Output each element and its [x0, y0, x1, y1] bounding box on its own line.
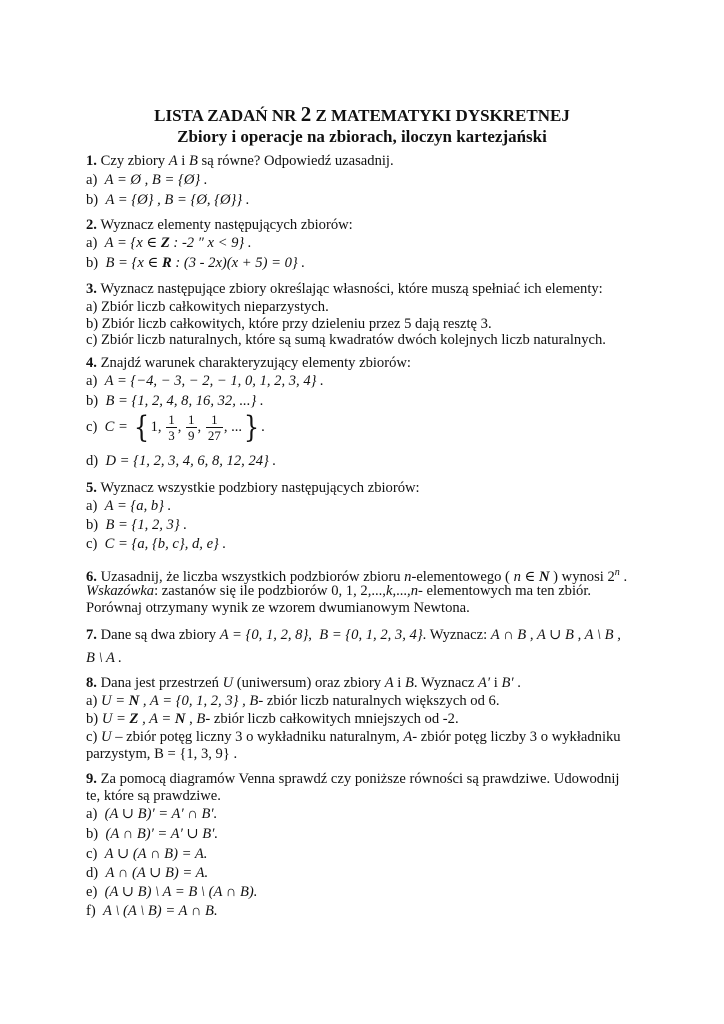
item-label: d) [86, 865, 99, 881]
text: Dana jest przestrzeń [100, 675, 223, 691]
task-7-line2 [86, 649, 122, 667]
text: parzystym, B = {1, 3, 9} . [86, 746, 238, 762]
denominator: 3 [168, 428, 175, 444]
task-9-e [86, 883, 257, 901]
task-2-a [86, 234, 252, 252]
task-number: 5. [86, 480, 97, 496]
text: Dane są dwa zbiory [100, 627, 220, 643]
text: . Wyznacz [413, 675, 478, 691]
math-expr: A = {−4, − 3, − 2, − 1, 0, 1, 2, 3, 4} . [104, 373, 324, 389]
right-brace: } [243, 409, 260, 445]
math-var: A [168, 153, 178, 169]
task-1-b [86, 191, 250, 209]
item-label: d) [86, 453, 99, 469]
item-label: b) [86, 517, 99, 533]
denominator: 9 [188, 428, 195, 444]
item-label: f) [86, 903, 96, 919]
task-9-question [86, 770, 619, 788]
task-number: 2. [86, 217, 97, 233]
math-expr: A = {a, b} . [104, 498, 172, 514]
fraction [166, 412, 177, 443]
task-9-d [86, 864, 208, 882]
task-3-question [86, 280, 603, 298]
task-number: 9. [86, 771, 97, 787]
math-expr: B \ A . [86, 650, 122, 666]
text: Wyznacz wszystkie podzbiory następujących zbiorów: [100, 480, 420, 496]
math-set: N [128, 693, 140, 709]
text: są równe? Odpowiedź uzasadnij. [197, 153, 394, 169]
math-var: B [196, 711, 206, 727]
text: ) wynosi 2 [549, 568, 615, 585]
task-number: 4. [86, 355, 97, 371]
math-expr: 1, [150, 419, 162, 435]
text: i [490, 675, 502, 691]
title-prefix: LISTA ZADAŃ NR [154, 106, 301, 125]
task-1-question [86, 152, 394, 170]
task-4-a [86, 372, 324, 390]
hint-label: Wskazówka [86, 583, 155, 599]
left-brace: { [133, 409, 149, 445]
item-label: a) [86, 693, 101, 709]
task-5-c [86, 535, 226, 553]
numerator: 1 [188, 412, 195, 428]
text: Wyznacz elementy następujących zbiorów: [100, 217, 353, 233]
math-expr: A ∩ B , A ∪ B , A \ B , [490, 627, 621, 643]
task-number: 7. [86, 627, 97, 643]
math-expr: A = {0, 1, 2, 8} [219, 627, 309, 643]
math-var: A′ [477, 675, 491, 691]
text: . [513, 675, 521, 691]
task-number: 1. [86, 153, 97, 169]
math-expr: A ∪ (A ∩ B) = A. [104, 846, 208, 862]
task-1-a [86, 171, 208, 189]
text: , [185, 711, 197, 727]
denominator: 27 [207, 428, 221, 444]
task-number: 8. [86, 675, 97, 691]
task-5-a [86, 497, 171, 515]
math-var: U [101, 729, 112, 745]
item-label: a) [86, 373, 98, 389]
math-expr: , A = [138, 711, 175, 727]
math-expr: D = {1, 2, 3, 4, 6, 8, 12, 24} . [105, 453, 277, 469]
math-var: B [404, 675, 414, 691]
task-8-b [86, 710, 459, 728]
task-8-c-line2 [86, 745, 237, 763]
text: i [177, 153, 189, 169]
task-7-question: 7. Dane są dwa zbiory A = {0, 1, 2, 8}, B = {0, 1, 2, 3, 4}. Wyznacz: A ∩ B , A ∪ B , A \ B , [86, 627, 621, 643]
task-2-b [86, 254, 305, 272]
text: i [393, 675, 405, 691]
text: : zastanów się ile podzbiorów 0, 1, 2,..., [154, 583, 386, 599]
math-expr: U = [101, 693, 129, 709]
exponent: n [614, 567, 620, 578]
fraction [206, 412, 223, 443]
math-var: B [249, 693, 259, 709]
item-label: a) [86, 235, 98, 251]
item-label: b) [86, 393, 99, 409]
math-var: A [403, 729, 413, 745]
item-label: a) [86, 498, 98, 514]
math-expr: A = {x ∈ [104, 235, 161, 251]
math-var: k [385, 583, 393, 599]
fraction [186, 412, 197, 443]
item-label: a) [86, 172, 98, 188]
math-expr: , ... [223, 419, 243, 435]
text: - elementowych ma ten zbiór. [417, 583, 592, 599]
task-5-question [86, 479, 420, 497]
math-expr: (A ∪ B)′ = A′ ∩ B′. [104, 806, 218, 822]
math-expr: n ∈ [509, 568, 539, 585]
task-4-b [86, 392, 264, 410]
math-expr: : (3 - 2x)(x + 5) = 0} . [171, 255, 306, 271]
task-9-c [86, 845, 207, 863]
math-expr: B = {1, 2, 3} . [105, 517, 187, 533]
text: Uzasadnij, że liczba wszystkich podzbiorów zbioru [100, 568, 405, 585]
task-3-c: c) Zbiór liczb naturalnych, które są sumą kwadratów dwóch kolejnych liczb naturalnych. [86, 332, 606, 348]
math-expr: A = Ø , B = {Ø} . [104, 172, 208, 188]
task-8-question [86, 674, 521, 692]
numerator: 1 [206, 412, 223, 428]
task-2-question [86, 216, 353, 234]
math-set: Z [160, 235, 170, 251]
item-label: b) [86, 255, 99, 271]
task-9-b [86, 825, 218, 843]
task-number: 3. [86, 281, 97, 297]
text: -elementowego ( [411, 568, 510, 585]
item-label: c) [86, 536, 98, 552]
math-set: Z [129, 711, 139, 727]
math-expr: A \ (A \ B) = A ∩ B. [103, 903, 218, 919]
task-6-line3: Porównaj otrzymany wynik ze wzorem dwumianowym Newtona. [86, 600, 470, 616]
task-8-a [86, 692, 499, 710]
text: - zbiór liczb całkowitych mniejszych od -2. [205, 711, 459, 727]
text: – zbiór potęg liczny 3 o wykładniku naturalnym, [111, 729, 404, 745]
math-expr: C = {a, {b, c}, d, e} . [104, 536, 227, 552]
task-9-question-line2: te, które są prawdziwe. [86, 788, 221, 804]
math-expr: C = [104, 419, 128, 435]
math-var: B′ [501, 675, 514, 691]
title-number: 2 [300, 102, 312, 126]
math-set: R [161, 255, 172, 271]
math-var: B [188, 153, 198, 169]
task-5-b [86, 516, 187, 534]
text: Czy zbiory [100, 153, 169, 169]
math-expr: B = {x ∈ [105, 255, 162, 271]
math-set: N [174, 711, 186, 727]
task-8-c [86, 728, 621, 746]
item-label: a) [86, 806, 98, 822]
math-expr: U = [101, 711, 130, 727]
item-label: b) [86, 826, 99, 842]
text: - zbiór liczb naturalnych większych od 6. [258, 693, 500, 709]
task-4-question [86, 354, 411, 372]
task-4-c: c) C = { 1, $\frac{1}{3}$ , $\frac{1}{9}$ , $\frac{1}{27}$ , ...} . [86, 409, 265, 445]
math-var: A [384, 675, 394, 691]
math-var: n [404, 568, 412, 585]
item-label: c) [86, 419, 98, 435]
text: (uniwersum) oraz zbiory [233, 675, 385, 691]
text: Wyznacz następujące zbiory określając własności, które muszą spełniać ich elementy: [100, 281, 603, 297]
text: . [619, 568, 628, 585]
math-expr: (A ∪ B) \ A = B \ (A ∩ B). [104, 884, 258, 900]
task-number: 6. [86, 568, 97, 585]
text: ,..., [392, 583, 411, 599]
math-var: U [222, 675, 234, 691]
page-title [0, 104, 724, 126]
math-set: N [538, 568, 550, 585]
text: . Wyznacz: [422, 627, 491, 643]
math-expr: : -2 ″ x < 9} . [169, 235, 252, 251]
math-expr: B = {0, 1, 2, 3, 4} [319, 627, 423, 643]
math-expr: (A ∩ B)′ = A′ ∪ B′. [105, 826, 219, 842]
task-6-hint [86, 582, 591, 600]
text: Za pomocą diagramów Venna sprawdź czy poniższe równości są prawdziwe. Udowodnij [100, 771, 620, 787]
math-expr: . [261, 419, 265, 435]
math-expr: A ∩ (A ∪ B) = A. [105, 865, 209, 881]
task-9-f [86, 902, 218, 920]
text: - zbiór potęg liczby 3 o wykładniku [412, 729, 621, 745]
text: Znajdź warunek charakteryzujący elementy zbiorów: [100, 355, 411, 371]
item-label: c) [86, 729, 101, 745]
item-label: e) [86, 884, 98, 900]
task-9-a [86, 805, 217, 823]
math-expr: B = {1, 2, 4, 8, 16, 32, ...} . [105, 393, 264, 409]
task-3-b: b) Zbiór liczb całkowitych, które przy dzieleniu przez 5 dają resztę 3. [86, 316, 492, 332]
item-label: b) [86, 711, 102, 727]
title-suffix: Z MATEMATYKI DYSKRETNEJ [311, 106, 570, 125]
numerator: 1 [168, 412, 175, 428]
math-expr: A = {Ø} , B = {Ø, {Ø}} . [105, 192, 250, 208]
math-var: n [410, 583, 418, 599]
page-subtitle: Zbiory i operacje na zbiorach, iloczyn kartezjański [177, 127, 547, 146]
item-label: b) [86, 192, 99, 208]
task-3-a: a) Zbiór liczb całkowitych nieparzystych. [86, 299, 329, 315]
task-4-d [86, 452, 276, 470]
item-label: c) [86, 846, 98, 862]
math-expr: , A = {0, 1, 2, 3} , [139, 693, 250, 709]
